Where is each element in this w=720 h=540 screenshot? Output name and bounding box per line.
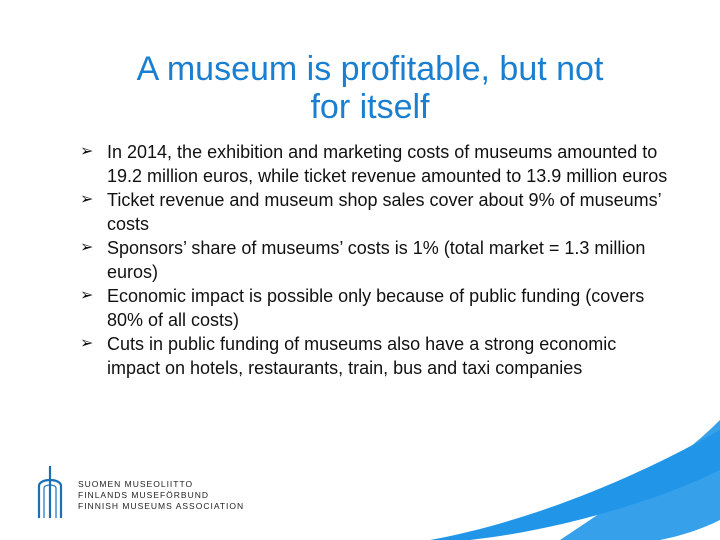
title-line-2: for itself: [310, 88, 430, 126]
association-logo: [30, 462, 245, 522]
arrow-bullet-icon: ➢: [80, 191, 94, 208]
museum-logo-icon: [30, 462, 70, 522]
bullet-text: Sponsors’ share of museums’ costs is 1% (total market = 1.3 million euros): [107, 238, 646, 282]
slide-title: [60, 50, 680, 126]
bullet-text: Cuts in public funding of museums also have a strong economic impact on hotels, restaurants, train, bus and taxi companies: [107, 334, 617, 378]
bullet-text: In 2014, the exhibition and marketing costs of museums amounted to 19.2 million euros, while ticket revenue amounted to 13.9 million euros: [107, 142, 668, 186]
arrow-bullet-icon: ➢: [80, 287, 94, 304]
logo-line-english: FINNISH MUSEUMS ASSOCIATION: [78, 501, 245, 511]
bullet-item: [80, 332, 670, 380]
title-line-1: A museum is profitable, but not: [136, 50, 604, 88]
bullet-item: [80, 236, 670, 284]
bullet-item: [80, 188, 670, 236]
arrow-bullet-icon: ➢: [80, 239, 94, 256]
logo-line-swedish: FINLANDS MUSEFÖRBUND: [78, 490, 209, 500]
bullet-text: Economic impact is possible only because of public funding (covers 80% of all costs): [107, 286, 645, 330]
logo-line-finnish: SUOMEN MUSEOLIITTO: [78, 479, 194, 489]
logo-text: [78, 479, 244, 512]
bullet-item: [80, 284, 670, 332]
arrow-bullet-icon: ➢: [80, 335, 94, 352]
bullet-item: [80, 140, 670, 188]
bullet-list: [80, 140, 670, 380]
bullet-text: Ticket revenue and museum shop sales cover about 9% of museums’ costs: [107, 190, 661, 234]
arrow-bullet-icon: ➢: [80, 143, 94, 160]
